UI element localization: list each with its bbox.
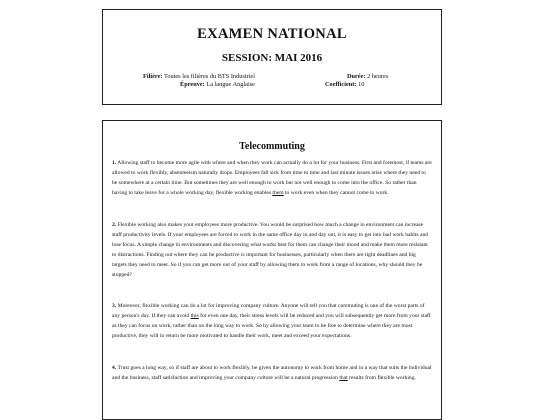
paragraph-2 bbox=[112, 221, 432, 280]
filiere-value: Toutes les filières du BTS Industriel bbox=[163, 73, 255, 80]
paragraph-text: Trust goes a long way, so if staff are about to work flexibly, be given the autonomy to work from home and in a way that suits the individual and the business, staff satisfaction and improving your company culture will be a natural progression bbox=[112, 365, 432, 381]
exam-title: EXAMEN NATIONAL bbox=[197, 26, 347, 42]
paragraph-number: 2. bbox=[112, 222, 117, 228]
session-label: SESSION: MAI 2016 bbox=[221, 52, 323, 64]
reading-text-box bbox=[102, 120, 442, 420]
paragraph-text: Flexible working also makes your employees more productive. You would be surprised how much a change in environment can increase staff productivity levels. If your employees are forced to work in the same office day in and day out, it is easy to get into bad work habits and lose focus. A simple change in environments and discovering what works best for them can change their mood and make them more resistant to distractions. Finding out where they can be productive is important for businesses, particularly when there are tight deadlines and big targets they need to meet. So if you can get more out of your staff by allowing them to work from a range of locations, why should they be stopped? bbox=[112, 222, 429, 278]
paragraph-text: Allowing staff to become more agile with where and when they work can actually do a lot for your business. First and foremost, if teams are allowed to work flexibly, absenteeism naturally drops. Employees fall sick from time to time and last minute issues arise where they need to be somewhere at a certain time. But sometimes they are well enough to work but not well enough to come into the office. So rather than having to take leave for a whole working day, flexible working enables bbox=[112, 160, 432, 196]
epreuve-label: Épreuve: bbox=[180, 81, 205, 88]
underlined-word: this bbox=[190, 312, 199, 319]
paragraph-text: to work even when they cannot come to work. bbox=[283, 189, 389, 196]
coefficient-label: Coefficient: bbox=[325, 81, 357, 88]
underlined-word: them bbox=[272, 189, 284, 196]
paragraph-text: for even one day, their stress levels will be reduced and you will subsequently get more from your staff as they can focus on work, rather than on the long way to work. So by allowing your team to be free to determine where they are most productive, they will in return be more motivated to handle their work, meet and exceed your expectations. bbox=[112, 312, 431, 339]
exam-meta-right bbox=[325, 73, 388, 89]
epreuve-value: La langue Anglaise bbox=[206, 81, 255, 88]
duree-value: 2 heures bbox=[367, 73, 389, 80]
paragraph-text: results from flexible working. bbox=[347, 374, 416, 381]
exam-meta-left bbox=[143, 73, 255, 89]
underlined-word: that bbox=[339, 374, 348, 381]
exam-header-box bbox=[102, 9, 442, 105]
paragraph-3 bbox=[112, 302, 432, 342]
paragraph-number: 1. bbox=[112, 160, 117, 166]
paragraph-number: 3. bbox=[112, 303, 117, 309]
paragraph-1 bbox=[112, 159, 432, 199]
text-title: Telecommuting bbox=[239, 141, 305, 152]
paragraph-4 bbox=[112, 364, 432, 384]
coefficient-value: 10 bbox=[358, 81, 365, 88]
duree-label: Durée: bbox=[347, 73, 366, 80]
paragraph-number: 4. bbox=[112, 365, 117, 371]
filiere-label: Filière: bbox=[143, 73, 163, 80]
paragraph-text: Moreover, flexible working can do a lot for improving company culture. Anyone will tell you that commuting is one of the worst parts of any person's day. If they can avoid bbox=[112, 303, 425, 319]
